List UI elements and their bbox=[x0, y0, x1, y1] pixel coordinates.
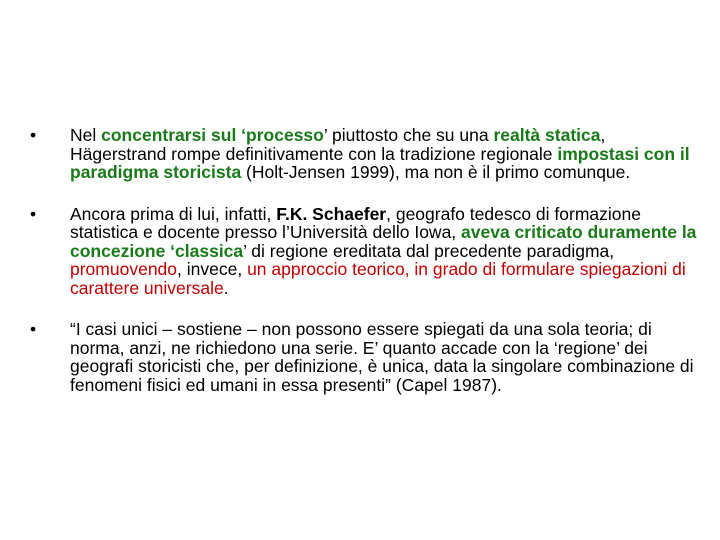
bullet-list bbox=[30, 126, 700, 417]
text-segment: Ancora prima di lui, infatti, bbox=[70, 203, 277, 224]
emphasis-green: impostasi con il paradigma storicista bbox=[70, 143, 690, 182]
emphasis-red: promuovendo bbox=[70, 259, 178, 279]
bullet-item-3 bbox=[30, 320, 700, 394]
bullet-item-1 bbox=[30, 126, 700, 182]
text-segment: , Hägerstrand rompe definitivamente con la tradizione regionale bbox=[70, 125, 606, 164]
emphasis-bold: F.K. Schaefer bbox=[276, 203, 387, 224]
bullet-icon: • bbox=[30, 319, 37, 339]
bullet-item-2 bbox=[30, 205, 700, 298]
bullet-icon: • bbox=[30, 203, 37, 224]
bullet-icon: • bbox=[30, 125, 37, 145]
emphasis-green: aveva criticato duramente la concezione ‘classica bbox=[70, 222, 697, 261]
emphasis-red: un approccio teorico, in grado di formulare spiegazioni di carattere universale bbox=[70, 259, 686, 298]
emphasis-green: concentrarsi sul ‘processo bbox=[101, 125, 324, 145]
text-segment: , geografo tedesco di formazione statistica e docente presso l’Università dello Iowa, bbox=[70, 203, 641, 242]
quote-text: “I casi unici – sostiene – non possono essere spiegati da una sola teoria; di norma, anzi, ne richiedono una serie. E’ quanto accade con la ‘regione’ dei geografi storicisti che, per definizione, è unica, data la singolare combinazione di fenomeni fisici ed umani in essa presenti” (Capel 1987). bbox=[70, 319, 694, 395]
text-segment: , invece, bbox=[177, 259, 248, 279]
text-segment: ’ di regione ereditata dal precedente paradigma, bbox=[243, 240, 615, 261]
text-segment: Nel bbox=[70, 125, 102, 145]
text-segment: . bbox=[223, 277, 229, 298]
text-segment: (Holt-Jensen 1999), ma non è il primo comunque. bbox=[241, 162, 631, 182]
text-segment: ’ piuttosto che su una bbox=[323, 125, 494, 145]
emphasis-green: realtà statica bbox=[493, 125, 601, 145]
